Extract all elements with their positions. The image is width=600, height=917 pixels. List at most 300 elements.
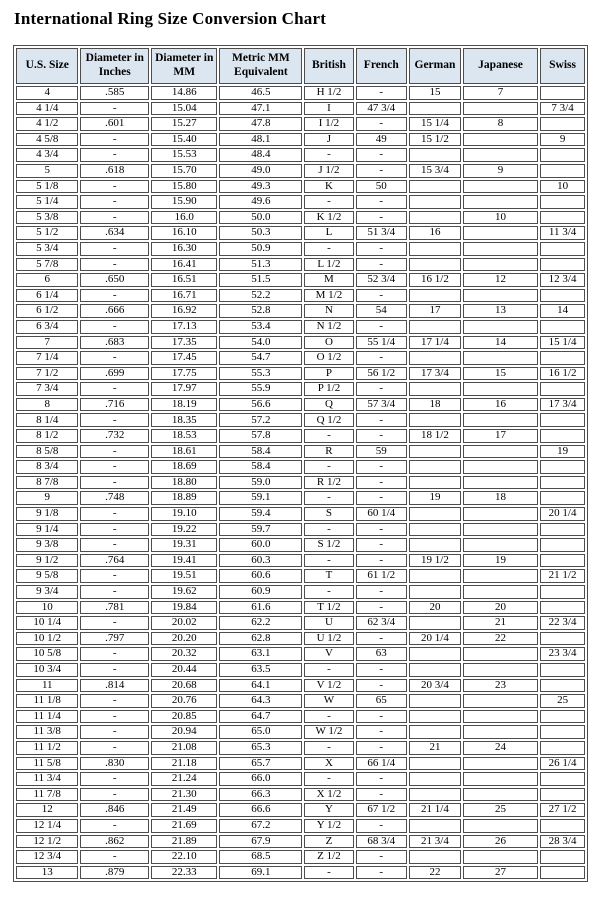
table-cell: - xyxy=(80,616,149,630)
table-cell: 68 3/4 xyxy=(356,835,407,849)
table-cell: - xyxy=(356,491,407,505)
table-cell: 63 xyxy=(356,647,407,661)
table-cell xyxy=(463,725,538,739)
table-cell: 10 3/4 xyxy=(16,663,78,677)
table-cell: 9 5/8 xyxy=(16,569,78,583)
table-cell: 9 3/4 xyxy=(16,585,78,599)
table-cell: Q xyxy=(304,398,353,412)
table-cell: 17 xyxy=(409,304,461,318)
table-cell: 22.33 xyxy=(151,866,217,880)
table-cell: 64.3 xyxy=(219,694,302,708)
table-row xyxy=(16,117,585,131)
table-cell: K 1/2 xyxy=(304,211,353,225)
column-header-0: U.S. Size xyxy=(16,48,78,84)
table-cell: 19 1/2 xyxy=(409,554,461,568)
table-cell: - xyxy=(80,523,149,537)
table-cell: - xyxy=(356,741,407,755)
table-cell: 11 1/8 xyxy=(16,694,78,708)
table-row xyxy=(16,445,585,459)
table-cell: 5 3/8 xyxy=(16,211,78,225)
table-cell: - xyxy=(80,289,149,303)
table-cell: 46.5 xyxy=(219,86,302,100)
table-cell: 56.6 xyxy=(219,398,302,412)
table-cell: L 1/2 xyxy=(304,258,353,272)
table-cell: - xyxy=(80,180,149,194)
table-cell: 21 1/4 xyxy=(409,803,461,817)
table-cell xyxy=(409,102,461,116)
table-cell: 16.10 xyxy=(151,226,217,240)
column-header-8: Swiss xyxy=(540,48,585,84)
table-cell: 20.85 xyxy=(151,710,217,724)
table-cell: - xyxy=(80,850,149,864)
table-cell: - xyxy=(356,117,407,131)
table-cell: .683 xyxy=(80,336,149,350)
table-cell: 58.4 xyxy=(219,460,302,474)
table-cell xyxy=(463,102,538,116)
table-cell: 51 3/4 xyxy=(356,226,407,240)
table-cell xyxy=(463,289,538,303)
table-cell: 8 1/4 xyxy=(16,413,78,427)
table-cell: 20 1/4 xyxy=(409,632,461,646)
table-cell: 20.68 xyxy=(151,679,217,693)
table-cell: 5 xyxy=(16,164,78,178)
table-cell: 15 1/4 xyxy=(409,117,461,131)
table-cell xyxy=(463,523,538,537)
table-cell: Y xyxy=(304,803,353,817)
table-cell xyxy=(409,507,461,521)
table-cell: 5 7/8 xyxy=(16,258,78,272)
table-cell: M xyxy=(304,273,353,287)
header-row xyxy=(16,48,585,84)
table-cell: 66 1/4 xyxy=(356,757,407,771)
table-cell: 12 1/4 xyxy=(16,819,78,833)
table-body xyxy=(16,86,585,879)
table-cell: 64.1 xyxy=(219,679,302,693)
table-cell: 12 3/4 xyxy=(16,850,78,864)
table-cell: - xyxy=(80,320,149,334)
table-cell: V 1/2 xyxy=(304,679,353,693)
table-cell: - xyxy=(80,741,149,755)
table-cell: - xyxy=(356,585,407,599)
table-cell: - xyxy=(304,663,353,677)
table-cell: 61.6 xyxy=(219,601,302,615)
table-row xyxy=(16,866,585,880)
table-cell: - xyxy=(356,850,407,864)
table-cell: 12 3/4 xyxy=(540,273,585,287)
table-cell: 15 xyxy=(463,367,538,381)
table-cell xyxy=(463,320,538,334)
table-cell: 54.7 xyxy=(219,351,302,365)
table-cell: 54 xyxy=(356,304,407,318)
table-cell: 20.44 xyxy=(151,663,217,677)
table-row xyxy=(16,398,585,412)
table-cell xyxy=(463,850,538,864)
table-cell: 6 1/4 xyxy=(16,289,78,303)
table-cell: - xyxy=(356,601,407,615)
table-cell xyxy=(463,148,538,162)
table-cell xyxy=(463,242,538,256)
table-cell: .634 xyxy=(80,226,149,240)
table-cell xyxy=(540,351,585,365)
table-cell: .748 xyxy=(80,491,149,505)
table-cell: 15.27 xyxy=(151,117,217,131)
table-cell: 21.49 xyxy=(151,803,217,817)
table-cell: - xyxy=(356,460,407,474)
table-cell: 21.30 xyxy=(151,788,217,802)
table-row xyxy=(16,242,585,256)
table-row xyxy=(16,679,585,693)
table-cell xyxy=(540,741,585,755)
table-cell: 67.2 xyxy=(219,819,302,833)
table-cell: 19.51 xyxy=(151,569,217,583)
table-cell: 15 xyxy=(409,86,461,100)
table-cell: 15.04 xyxy=(151,102,217,116)
table-cell: Z xyxy=(304,835,353,849)
table-cell: 16 xyxy=(409,226,461,240)
table-cell: - xyxy=(304,460,353,474)
table-cell xyxy=(463,772,538,786)
table-cell: 62.2 xyxy=(219,616,302,630)
table-cell: 65 xyxy=(356,694,407,708)
table-cell: - xyxy=(356,164,407,178)
table-row xyxy=(16,569,585,583)
table-cell: 52.2 xyxy=(219,289,302,303)
table-cell: 20 xyxy=(463,601,538,615)
table-cell xyxy=(409,819,461,833)
table-cell xyxy=(409,445,461,459)
table-cell: - xyxy=(80,211,149,225)
table-cell: - xyxy=(80,788,149,802)
table-cell: 21 1/2 xyxy=(540,569,585,583)
table-cell: 52 3/4 xyxy=(356,273,407,287)
table-cell: 19.10 xyxy=(151,507,217,521)
table-cell: - xyxy=(304,866,353,880)
table-cell: 8 5/8 xyxy=(16,445,78,459)
table-cell: 49.0 xyxy=(219,164,302,178)
table-cell: 5 3/4 xyxy=(16,242,78,256)
table-row xyxy=(16,694,585,708)
table-cell: 4 1/2 xyxy=(16,117,78,131)
table-cell: - xyxy=(80,710,149,724)
table-cell xyxy=(540,242,585,256)
table-cell: 15.70 xyxy=(151,164,217,178)
table-cell: 57.2 xyxy=(219,413,302,427)
table-cell xyxy=(540,710,585,724)
table-cell: 20.02 xyxy=(151,616,217,630)
table-cell xyxy=(540,211,585,225)
table-cell xyxy=(409,569,461,583)
table-row xyxy=(16,819,585,833)
table-row xyxy=(16,164,585,178)
table-row xyxy=(16,601,585,615)
table-cell xyxy=(463,133,538,147)
table-cell: 4 5/8 xyxy=(16,133,78,147)
table-row xyxy=(16,351,585,365)
table-cell: 17.97 xyxy=(151,382,217,396)
table-cell: 60.6 xyxy=(219,569,302,583)
table-cell: 10 5/8 xyxy=(16,647,78,661)
table-cell: 14 xyxy=(463,336,538,350)
table-cell xyxy=(540,601,585,615)
table-cell xyxy=(409,242,461,256)
table-row xyxy=(16,772,585,786)
table-cell: - xyxy=(304,242,353,256)
table-cell: Q 1/2 xyxy=(304,413,353,427)
table-cell: 9 xyxy=(540,133,585,147)
table-cell: 61 1/2 xyxy=(356,569,407,583)
table-cell: 56 1/2 xyxy=(356,367,407,381)
table-cell: .879 xyxy=(80,866,149,880)
table-cell: - xyxy=(80,819,149,833)
table-cell: M 1/2 xyxy=(304,289,353,303)
column-header-5: French xyxy=(356,48,407,84)
table-cell: 16 1/2 xyxy=(409,273,461,287)
table-cell: 7 xyxy=(463,86,538,100)
table-cell: - xyxy=(80,725,149,739)
table-cell: 16 xyxy=(463,398,538,412)
table-cell: - xyxy=(356,788,407,802)
table-cell: 49.3 xyxy=(219,180,302,194)
table-cell: 11 7/8 xyxy=(16,788,78,802)
table-cell: 15.53 xyxy=(151,148,217,162)
table-cell: 19.84 xyxy=(151,601,217,615)
table-cell: K xyxy=(304,180,353,194)
table-cell: - xyxy=(304,585,353,599)
table-cell: 58.4 xyxy=(219,445,302,459)
table-cell: U xyxy=(304,616,353,630)
table-cell xyxy=(463,351,538,365)
table-cell: X xyxy=(304,757,353,771)
table-cell xyxy=(463,413,538,427)
table-cell: - xyxy=(80,772,149,786)
table-row xyxy=(16,289,585,303)
table-cell: O 1/2 xyxy=(304,351,353,365)
table-cell xyxy=(409,523,461,537)
table-cell: 64.7 xyxy=(219,710,302,724)
table-cell: 13 xyxy=(16,866,78,880)
table-cell: 20.32 xyxy=(151,647,217,661)
table-cell: - xyxy=(80,460,149,474)
table-cell: 5 1/4 xyxy=(16,195,78,209)
table-cell xyxy=(463,445,538,459)
table-cell xyxy=(540,866,585,880)
table-cell xyxy=(463,476,538,490)
table-cell: 17.45 xyxy=(151,351,217,365)
table-cell: 48.1 xyxy=(219,133,302,147)
table-cell: 21 xyxy=(463,616,538,630)
table-cell: - xyxy=(80,195,149,209)
table-cell xyxy=(540,382,585,396)
table-row xyxy=(16,616,585,630)
table-cell: 18.61 xyxy=(151,445,217,459)
table-cell xyxy=(409,195,461,209)
table-cell: - xyxy=(356,554,407,568)
table-cell xyxy=(409,725,461,739)
table-row xyxy=(16,835,585,849)
table-cell: S 1/2 xyxy=(304,538,353,552)
table-cell xyxy=(540,538,585,552)
table-row xyxy=(16,538,585,552)
table-cell: - xyxy=(304,554,353,568)
table-cell xyxy=(409,663,461,677)
table-cell: 5 1/8 xyxy=(16,180,78,194)
table-cell xyxy=(463,460,538,474)
table-row xyxy=(16,211,585,225)
table-cell: - xyxy=(304,710,353,724)
table-cell: 21 3/4 xyxy=(409,835,461,849)
table-cell: T xyxy=(304,569,353,583)
table-cell xyxy=(463,538,538,552)
table-cell: 26 xyxy=(463,835,538,849)
table-cell: 10 xyxy=(463,211,538,225)
table-cell: 14.86 xyxy=(151,86,217,100)
table-cell: .814 xyxy=(80,679,149,693)
table-cell: 7 3/4 xyxy=(16,382,78,396)
table-cell xyxy=(463,569,538,583)
table-cell xyxy=(463,382,538,396)
table-cell: - xyxy=(80,382,149,396)
table-cell: 19 xyxy=(409,491,461,505)
column-header-6: German xyxy=(409,48,461,84)
table-cell: 27 xyxy=(463,866,538,880)
table-cell: .618 xyxy=(80,164,149,178)
table-cell xyxy=(463,663,538,677)
table-cell xyxy=(409,413,461,427)
table-cell: 18 1/2 xyxy=(409,429,461,443)
table-cell xyxy=(540,86,585,100)
table-cell: P 1/2 xyxy=(304,382,353,396)
table-cell: 47 3/4 xyxy=(356,102,407,116)
table-cell: 50.0 xyxy=(219,211,302,225)
table-cell: R 1/2 xyxy=(304,476,353,490)
table-cell: - xyxy=(80,647,149,661)
table-row xyxy=(16,304,585,318)
table-cell: 57 3/4 xyxy=(356,398,407,412)
table-cell: 20 1/4 xyxy=(540,507,585,521)
table-header xyxy=(16,48,585,84)
table-cell: 9 1/4 xyxy=(16,523,78,537)
table-row xyxy=(16,585,585,599)
table-cell: 53.4 xyxy=(219,320,302,334)
table-cell xyxy=(409,772,461,786)
table-cell: - xyxy=(80,258,149,272)
table-cell: 4 3/4 xyxy=(16,148,78,162)
table-cell xyxy=(540,679,585,693)
table-cell: 11 3/4 xyxy=(16,772,78,786)
table-cell: 16 1/2 xyxy=(540,367,585,381)
table-cell xyxy=(540,148,585,162)
table-cell: 8 3/4 xyxy=(16,460,78,474)
table-cell: 11 5/8 xyxy=(16,757,78,771)
table-cell: 20 xyxy=(409,601,461,615)
table-cell: 67.9 xyxy=(219,835,302,849)
table-cell: 7 1/4 xyxy=(16,351,78,365)
table-cell xyxy=(409,351,461,365)
table-cell: 5 1/2 xyxy=(16,226,78,240)
table-row xyxy=(16,850,585,864)
table-row xyxy=(16,507,585,521)
table-cell: O xyxy=(304,336,353,350)
table-cell: 16.41 xyxy=(151,258,217,272)
table-cell: - xyxy=(80,569,149,583)
table-cell xyxy=(540,429,585,443)
table-cell: .585 xyxy=(80,86,149,100)
table-row xyxy=(16,460,585,474)
table-cell: - xyxy=(80,476,149,490)
table-cell xyxy=(409,757,461,771)
table-cell: - xyxy=(80,102,149,116)
table-cell: N 1/2 xyxy=(304,320,353,334)
table-row xyxy=(16,413,585,427)
table-cell: 6 1/2 xyxy=(16,304,78,318)
table-cell: L xyxy=(304,226,353,240)
table-cell: 21 xyxy=(409,741,461,755)
table-cell: .764 xyxy=(80,554,149,568)
table-cell xyxy=(540,460,585,474)
ring-size-conversion-table xyxy=(13,45,588,882)
table-cell: 9 xyxy=(16,491,78,505)
table-cell: 10 xyxy=(16,601,78,615)
table-cell xyxy=(540,788,585,802)
table-cell: 55.3 xyxy=(219,367,302,381)
table-row xyxy=(16,788,585,802)
table-cell xyxy=(463,195,538,209)
column-header-3: Metric MM Equivalent xyxy=(219,48,302,84)
table-row xyxy=(16,429,585,443)
table-cell: R xyxy=(304,445,353,459)
table-cell: 16.92 xyxy=(151,304,217,318)
table-cell: - xyxy=(356,195,407,209)
table-cell: - xyxy=(356,476,407,490)
table-cell: P xyxy=(304,367,353,381)
table-row xyxy=(16,725,585,739)
table-row xyxy=(16,554,585,568)
table-cell: 21.89 xyxy=(151,835,217,849)
table-cell: - xyxy=(80,242,149,256)
table-cell: .862 xyxy=(80,835,149,849)
table-row xyxy=(16,663,585,677)
table-cell: 66.3 xyxy=(219,788,302,802)
table-cell xyxy=(409,460,461,474)
table-cell: V xyxy=(304,647,353,661)
table-cell xyxy=(409,258,461,272)
table-cell: 66.0 xyxy=(219,772,302,786)
table-cell: 7 xyxy=(16,336,78,350)
table-cell: 50 xyxy=(356,180,407,194)
table-cell: 22 xyxy=(409,866,461,880)
table-cell: 48.4 xyxy=(219,148,302,162)
table-cell xyxy=(463,819,538,833)
table-cell xyxy=(463,226,538,240)
table-cell: 12 xyxy=(16,803,78,817)
table-cell: 11 1/2 xyxy=(16,741,78,755)
table-cell: U 1/2 xyxy=(304,632,353,646)
table-cell: .716 xyxy=(80,398,149,412)
table-cell: - xyxy=(356,258,407,272)
table-row xyxy=(16,523,585,537)
table-row xyxy=(16,382,585,396)
table-cell: - xyxy=(356,523,407,537)
table-cell: I xyxy=(304,102,353,116)
table-cell: 52.8 xyxy=(219,304,302,318)
table-cell: 55.9 xyxy=(219,382,302,396)
table-cell: - xyxy=(356,413,407,427)
table-cell: 18.89 xyxy=(151,491,217,505)
table-cell: - xyxy=(80,585,149,599)
column-header-1: Diameter in Inches xyxy=(80,48,149,84)
table-cell: 51.3 xyxy=(219,258,302,272)
table-cell: - xyxy=(80,694,149,708)
